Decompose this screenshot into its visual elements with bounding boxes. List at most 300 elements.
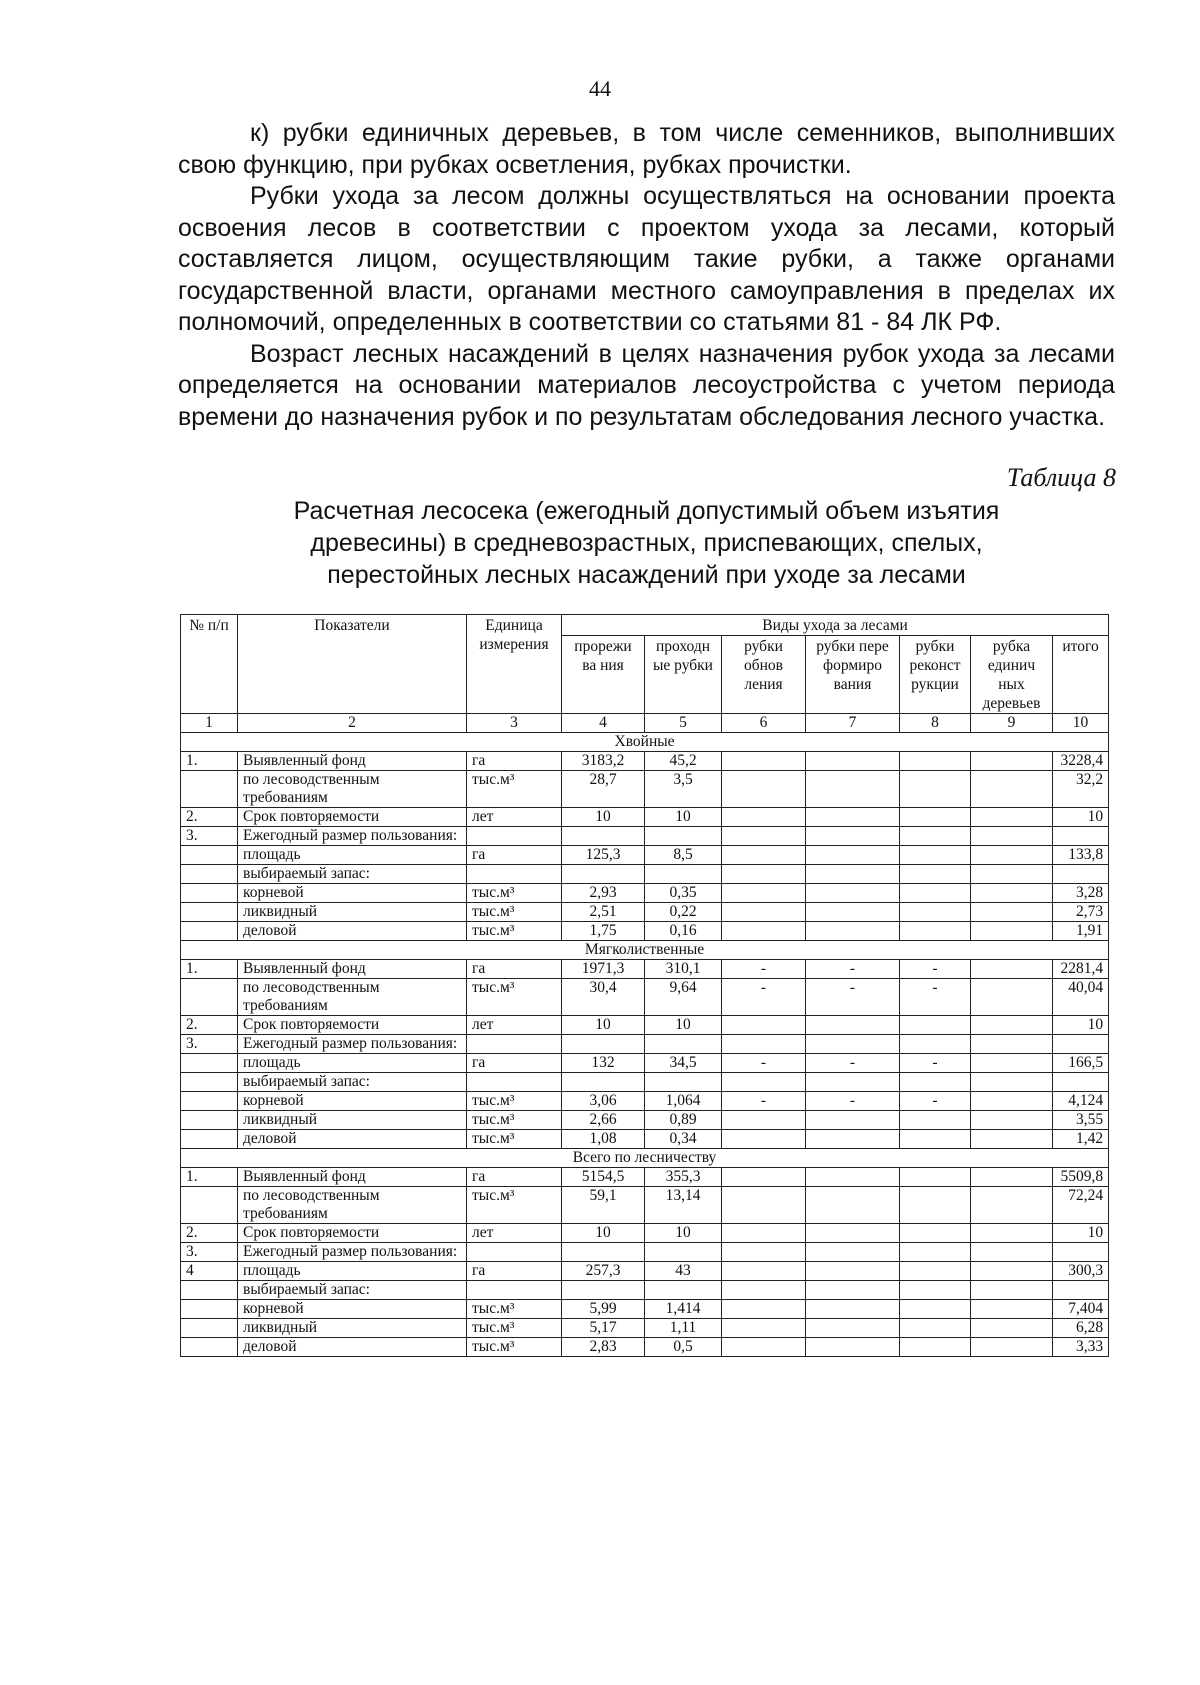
thinning-cell: 5,99 — [562, 1300, 645, 1319]
column-number-row — [181, 714, 1109, 733]
data-table — [180, 614, 1109, 1357]
column-number: 10 — [1053, 714, 1109, 733]
row-number: 2. — [181, 1016, 238, 1035]
single-cell — [971, 1262, 1053, 1281]
renewal-cell: - — [722, 960, 806, 979]
total-cell — [1053, 1073, 1109, 1092]
thinning-cell: 5154,5 — [562, 1168, 645, 1187]
unit-cell: тыс.м³ — [467, 1319, 562, 1338]
unit-cell — [467, 827, 562, 846]
unit-cell — [467, 1073, 562, 1092]
body-text — [178, 118, 1115, 433]
reconstruction-cell — [900, 1111, 971, 1130]
section-title: Хвойные — [181, 733, 1109, 752]
table-row — [181, 1187, 1109, 1224]
total-cell: 10 — [1053, 1224, 1109, 1243]
single-cell — [971, 1224, 1053, 1243]
row-number — [181, 1319, 238, 1338]
renewal-cell — [722, 1073, 806, 1092]
row-number — [181, 846, 238, 865]
thinning-cell: 5,17 — [562, 1319, 645, 1338]
unit-cell: тыс.м³ — [467, 771, 562, 808]
total-cell: 5509,8 — [1053, 1168, 1109, 1187]
total-cell: 3,28 — [1053, 884, 1109, 903]
thinning-cell: 125,3 — [562, 846, 645, 865]
reform-cell — [806, 1243, 900, 1262]
unit-cell: тыс.м³ — [467, 1111, 562, 1130]
row-number: 1. — [181, 1168, 238, 1187]
renewal-cell — [722, 1319, 806, 1338]
single-cell — [971, 1035, 1053, 1054]
passing-cell: 1,11 — [645, 1319, 722, 1338]
reform-cell — [806, 1300, 900, 1319]
passing-cell — [645, 1035, 722, 1054]
renewal-cell — [722, 827, 806, 846]
renewal-cell — [722, 903, 806, 922]
row-number — [181, 1130, 238, 1149]
total-cell — [1053, 865, 1109, 884]
table-row — [181, 1016, 1109, 1035]
thinning-cell — [562, 865, 645, 884]
unit-cell: га — [467, 752, 562, 771]
single-cell — [971, 903, 1053, 922]
single-cell — [971, 1168, 1053, 1187]
unit-cell — [467, 1035, 562, 1054]
paragraph: Рубки ухода за лесом должны осуществляться на основании проекта освоения лесов в соответствии с проектом ухода за лесами, который составляется лицом, осуществляющим такие рубки, а также органами государственной власти, органами местного самоуправления в пределах их полномочий, определенных в соответствии со статьями 81 - 84 ЛК РФ. — [178, 182, 1115, 336]
single-cell — [971, 808, 1053, 827]
unit-cell: тыс.м³ — [467, 1130, 562, 1149]
table-row — [181, 808, 1109, 827]
table-row — [181, 1130, 1109, 1149]
reform-cell — [806, 771, 900, 808]
single-cell — [971, 1073, 1053, 1092]
renewal-cell — [722, 1281, 806, 1300]
reform-cell — [806, 922, 900, 941]
indicator-cell: Срок повторяемости — [238, 1016, 467, 1035]
row-number — [181, 979, 238, 1016]
passing-cell: 34,5 — [645, 1054, 722, 1073]
reform-cell — [806, 865, 900, 884]
reform-cell — [806, 808, 900, 827]
table-title-line: Расчетная лесосека (ежегодный допустимый объем изъятия — [293, 497, 1000, 525]
table-row — [181, 1054, 1109, 1073]
thinning-cell: 3,06 — [562, 1092, 645, 1111]
row-number — [181, 1111, 238, 1130]
single-cell — [971, 1016, 1053, 1035]
thinning-cell: 59,1 — [562, 1187, 645, 1224]
indicator-cell: выбираемый запас: — [238, 1281, 467, 1300]
thinning-cell: 28,7 — [562, 771, 645, 808]
reconstruction-cell — [900, 1319, 971, 1338]
reconstruction-cell — [900, 922, 971, 941]
row-number — [181, 1300, 238, 1319]
total-cell: 32,2 — [1053, 771, 1109, 808]
indicator-cell: по лесоводственным требованиям — [238, 771, 467, 808]
indicator-cell: Выявленный фонд — [238, 752, 467, 771]
reform-cell — [806, 1319, 900, 1338]
column-number: 2 — [238, 714, 467, 733]
header-passing: проходн ые рубки — [645, 636, 722, 714]
table-title-line: древесины) в средневозрастных, приспевающих, спелых, — [310, 529, 983, 557]
single-cell — [971, 922, 1053, 941]
passing-cell: 10 — [645, 1224, 722, 1243]
passing-cell — [645, 1073, 722, 1092]
reconstruction-cell — [900, 1338, 971, 1357]
renewal-cell: - — [722, 1092, 806, 1111]
single-cell — [971, 1281, 1053, 1300]
table-row — [181, 979, 1109, 1016]
header-reconstruction: рубки реконст рукции — [900, 636, 971, 714]
passing-cell: 8,5 — [645, 846, 722, 865]
row-number: 1. — [181, 960, 238, 979]
renewal-cell — [722, 1262, 806, 1281]
total-cell: 166,5 — [1053, 1054, 1109, 1073]
row-number — [181, 1187, 238, 1224]
total-cell — [1053, 1243, 1109, 1262]
table-row — [181, 884, 1109, 903]
passing-cell: 10 — [645, 1016, 722, 1035]
reconstruction-cell — [900, 1035, 971, 1054]
renewal-cell — [722, 1016, 806, 1035]
reconstruction-cell — [900, 865, 971, 884]
renewal-cell — [722, 922, 806, 941]
reconstruction-cell — [900, 1224, 971, 1243]
total-cell: 133,8 — [1053, 846, 1109, 865]
thinning-cell: 10 — [562, 1224, 645, 1243]
reconstruction-cell — [900, 1281, 971, 1300]
single-cell — [971, 1054, 1053, 1073]
table-label: Таблица 8 — [1006, 463, 1116, 492]
passing-cell: 9,64 — [645, 979, 722, 1016]
passing-cell: 310,1 — [645, 960, 722, 979]
single-cell — [971, 979, 1053, 1016]
column-number: 9 — [971, 714, 1053, 733]
renewal-cell — [722, 1035, 806, 1054]
header-single: рубка единич ных деревьев — [971, 636, 1053, 714]
total-cell — [1053, 1281, 1109, 1300]
total-cell: 10 — [1053, 1016, 1109, 1035]
reconstruction-cell — [900, 846, 971, 865]
passing-cell: 3,5 — [645, 771, 722, 808]
reform-cell — [806, 1224, 900, 1243]
unit-cell — [467, 865, 562, 884]
indicator-cell: Ежегодный размер пользования: — [238, 1035, 467, 1054]
reconstruction-cell — [900, 1243, 971, 1262]
indicator-cell: по лесоводственным требованиям — [238, 1187, 467, 1224]
table-row — [181, 960, 1109, 979]
table-header — [181, 615, 1109, 733]
unit-cell: га — [467, 1262, 562, 1281]
single-cell — [971, 752, 1053, 771]
table-row — [181, 1281, 1109, 1300]
reconstruction-cell — [900, 771, 971, 808]
table-body — [181, 733, 1109, 1357]
reconstruction-cell — [900, 1016, 971, 1035]
thinning-cell: 10 — [562, 808, 645, 827]
row-number — [181, 1338, 238, 1357]
unit-cell: тыс.м³ — [467, 1300, 562, 1319]
column-number: 3 — [467, 714, 562, 733]
header-unit: Единица измерения — [467, 615, 562, 714]
renewal-cell — [722, 1111, 806, 1130]
reconstruction-cell: - — [900, 1092, 971, 1111]
table-row — [181, 1111, 1109, 1130]
unit-cell: тыс.м³ — [467, 922, 562, 941]
table-row — [181, 752, 1109, 771]
header-reform: рубки пере формиро вания — [806, 636, 900, 714]
total-cell: 3228,4 — [1053, 752, 1109, 771]
table-row — [181, 1224, 1109, 1243]
indicator-cell: корневой — [238, 884, 467, 903]
indicator-cell: ликвидный — [238, 1111, 467, 1130]
reform-cell — [806, 1281, 900, 1300]
indicator-cell: Ежегодный размер пользования: — [238, 1243, 467, 1262]
total-cell: 40,04 — [1053, 979, 1109, 1016]
table-title-line: перестойных лесных насаждений при уходе за лесами — [327, 561, 966, 589]
table-row — [181, 1092, 1109, 1111]
passing-cell: 0,35 — [645, 884, 722, 903]
table-row — [181, 1168, 1109, 1187]
paragraph: Возраст лесных насаждений в целях назначения рубок ухода за лесами определяется на основании материалов лесоустройства с учетом периода времени до назначения рубок и по результатам обследования лесного участка. — [178, 339, 1115, 431]
thinning-cell — [562, 1035, 645, 1054]
indicator-cell: выбираемый запас: — [238, 1073, 467, 1092]
single-cell — [971, 884, 1053, 903]
row-number — [181, 771, 238, 808]
reconstruction-cell — [900, 1073, 971, 1092]
indicator-cell: площадь — [238, 846, 467, 865]
reform-cell — [806, 752, 900, 771]
renewal-cell — [722, 865, 806, 884]
reconstruction-cell — [900, 808, 971, 827]
reform-cell — [806, 1187, 900, 1224]
thinning-cell: 10 — [562, 1016, 645, 1035]
table-row — [181, 1300, 1109, 1319]
single-cell — [971, 827, 1053, 846]
row-number — [181, 865, 238, 884]
passing-cell: 13,14 — [645, 1187, 722, 1224]
single-cell — [971, 1300, 1053, 1319]
reconstruction-cell — [900, 903, 971, 922]
total-cell: 7,404 — [1053, 1300, 1109, 1319]
indicator-cell: ликвидный — [238, 903, 467, 922]
total-cell: 4,124 — [1053, 1092, 1109, 1111]
reconstruction-cell — [900, 827, 971, 846]
table-row — [181, 903, 1109, 922]
table-row — [181, 771, 1109, 808]
thinning-cell — [562, 827, 645, 846]
unit-cell: га — [467, 846, 562, 865]
column-number: 7 — [806, 714, 900, 733]
indicator-cell: деловой — [238, 1130, 467, 1149]
renewal-cell — [722, 1224, 806, 1243]
unit-cell: лет — [467, 1016, 562, 1035]
reform-cell — [806, 1035, 900, 1054]
passing-cell: 0,16 — [645, 922, 722, 941]
row-number — [181, 922, 238, 941]
indicator-cell: корневой — [238, 1092, 467, 1111]
row-number — [181, 884, 238, 903]
thinning-cell: 257,3 — [562, 1262, 645, 1281]
reconstruction-cell — [900, 1187, 971, 1224]
indicator-cell: Срок повторяемости — [238, 1224, 467, 1243]
single-cell — [971, 960, 1053, 979]
total-cell: 2,73 — [1053, 903, 1109, 922]
unit-cell: га — [467, 1054, 562, 1073]
passing-cell: 10 — [645, 808, 722, 827]
passing-cell: 43 — [645, 1262, 722, 1281]
reconstruction-cell: - — [900, 960, 971, 979]
column-number: 5 — [645, 714, 722, 733]
passing-cell: 0,34 — [645, 1130, 722, 1149]
row-number: 3. — [181, 1243, 238, 1262]
header-renewal: рубки обнов ления — [722, 636, 806, 714]
thinning-cell — [562, 1073, 645, 1092]
passing-cell — [645, 865, 722, 884]
passing-cell: 45,2 — [645, 752, 722, 771]
unit-cell: га — [467, 1168, 562, 1187]
indicator-cell: деловой — [238, 1338, 467, 1357]
renewal-cell — [722, 752, 806, 771]
reconstruction-cell — [900, 752, 971, 771]
total-cell: 6,28 — [1053, 1319, 1109, 1338]
thinning-cell: 30,4 — [562, 979, 645, 1016]
indicator-cell: выбираемый запас: — [238, 865, 467, 884]
renewal-cell — [722, 846, 806, 865]
thinning-cell: 1,08 — [562, 1130, 645, 1149]
row-number — [181, 1054, 238, 1073]
renewal-cell: - — [722, 1054, 806, 1073]
single-cell — [971, 865, 1053, 884]
single-cell — [971, 1111, 1053, 1130]
total-cell: 1,42 — [1053, 1130, 1109, 1149]
reconstruction-cell — [900, 1168, 971, 1187]
table-row — [181, 1073, 1109, 1092]
section-title: Мягколиственные — [181, 941, 1109, 960]
table-title — [178, 495, 1115, 591]
row-number: 3. — [181, 827, 238, 846]
indicator-cell: Выявленный фонд — [238, 1168, 467, 1187]
total-cell: 3,55 — [1053, 1111, 1109, 1130]
thinning-cell — [562, 1281, 645, 1300]
row-number: 4 — [181, 1262, 238, 1281]
row-number — [181, 903, 238, 922]
reconstruction-cell — [900, 1300, 971, 1319]
total-cell: 300,3 — [1053, 1262, 1109, 1281]
renewal-cell — [722, 1243, 806, 1262]
reform-cell — [806, 903, 900, 922]
reform-cell — [806, 1111, 900, 1130]
thinning-cell: 2,83 — [562, 1338, 645, 1357]
reform-cell: - — [806, 960, 900, 979]
single-cell — [971, 846, 1053, 865]
row-number — [181, 1281, 238, 1300]
reform-cell: - — [806, 1092, 900, 1111]
section-header-row — [181, 733, 1109, 752]
reconstruction-cell — [900, 1130, 971, 1149]
header-num: № п/п — [181, 615, 238, 714]
passing-cell: 1,414 — [645, 1300, 722, 1319]
header-group: Виды ухода за лесами — [562, 615, 1109, 636]
table-row — [181, 1243, 1109, 1262]
table-row — [181, 865, 1109, 884]
unit-cell: тыс.м³ — [467, 1092, 562, 1111]
row-number: 2. — [181, 808, 238, 827]
total-cell — [1053, 1035, 1109, 1054]
single-cell — [971, 1319, 1053, 1338]
indicator-cell: деловой — [238, 922, 467, 941]
unit-cell — [467, 1281, 562, 1300]
single-cell — [971, 1338, 1053, 1357]
renewal-cell: - — [722, 979, 806, 1016]
total-cell: 1,91 — [1053, 922, 1109, 941]
table-row — [181, 846, 1109, 865]
thinning-cell: 2,66 — [562, 1111, 645, 1130]
table-row — [181, 1338, 1109, 1357]
row-number — [181, 1073, 238, 1092]
thinning-cell: 1,75 — [562, 922, 645, 941]
reconstruction-cell — [900, 1262, 971, 1281]
paragraph: к) рубки единичных деревьев, в том числе семенников, выполнивших свою функцию, при рубках осветления, рубках прочистки. — [178, 119, 1115, 179]
reform-cell — [806, 884, 900, 903]
header-indicator: Показатели — [238, 615, 467, 714]
indicator-cell: корневой — [238, 1300, 467, 1319]
table-row — [181, 827, 1109, 846]
passing-cell — [645, 1281, 722, 1300]
single-cell — [971, 1243, 1053, 1262]
total-cell: 3,33 — [1053, 1338, 1109, 1357]
thinning-cell — [562, 1243, 645, 1262]
single-cell — [971, 1130, 1053, 1149]
renewal-cell — [722, 1168, 806, 1187]
section-header-row — [181, 941, 1109, 960]
reform-cell — [806, 1262, 900, 1281]
thinning-cell: 1971,3 — [562, 960, 645, 979]
reform-cell — [806, 1130, 900, 1149]
passing-cell: 0,22 — [645, 903, 722, 922]
single-cell — [971, 771, 1053, 808]
header-thinning: прорежи ва ния — [562, 636, 645, 714]
total-cell: 72,24 — [1053, 1187, 1109, 1224]
total-cell: 2281,4 — [1053, 960, 1109, 979]
passing-cell: 0,89 — [645, 1111, 722, 1130]
unit-cell: тыс.м³ — [467, 884, 562, 903]
row-number — [181, 1092, 238, 1111]
reform-cell — [806, 1016, 900, 1035]
thinning-cell: 2,51 — [562, 903, 645, 922]
column-number: 6 — [722, 714, 806, 733]
reconstruction-cell: - — [900, 979, 971, 1016]
single-cell — [971, 1092, 1053, 1111]
row-number: 3. — [181, 1035, 238, 1054]
unit-cell: лет — [467, 1224, 562, 1243]
single-cell — [971, 1187, 1053, 1224]
unit-cell — [467, 1243, 562, 1262]
table-row — [181, 1262, 1109, 1281]
indicator-cell: Выявленный фонд — [238, 960, 467, 979]
unit-cell: га — [467, 960, 562, 979]
table-row — [181, 1319, 1109, 1338]
renewal-cell — [722, 771, 806, 808]
indicator-cell: площадь — [238, 1054, 467, 1073]
table-container — [180, 614, 1108, 1357]
indicator-cell: Срок повторяемости — [238, 808, 467, 827]
section-title: Всего по лесничеству — [181, 1149, 1109, 1168]
header-total: итого — [1053, 636, 1109, 714]
column-number: 8 — [900, 714, 971, 733]
unit-cell: тыс.м³ — [467, 903, 562, 922]
row-number: 1. — [181, 752, 238, 771]
total-cell — [1053, 827, 1109, 846]
